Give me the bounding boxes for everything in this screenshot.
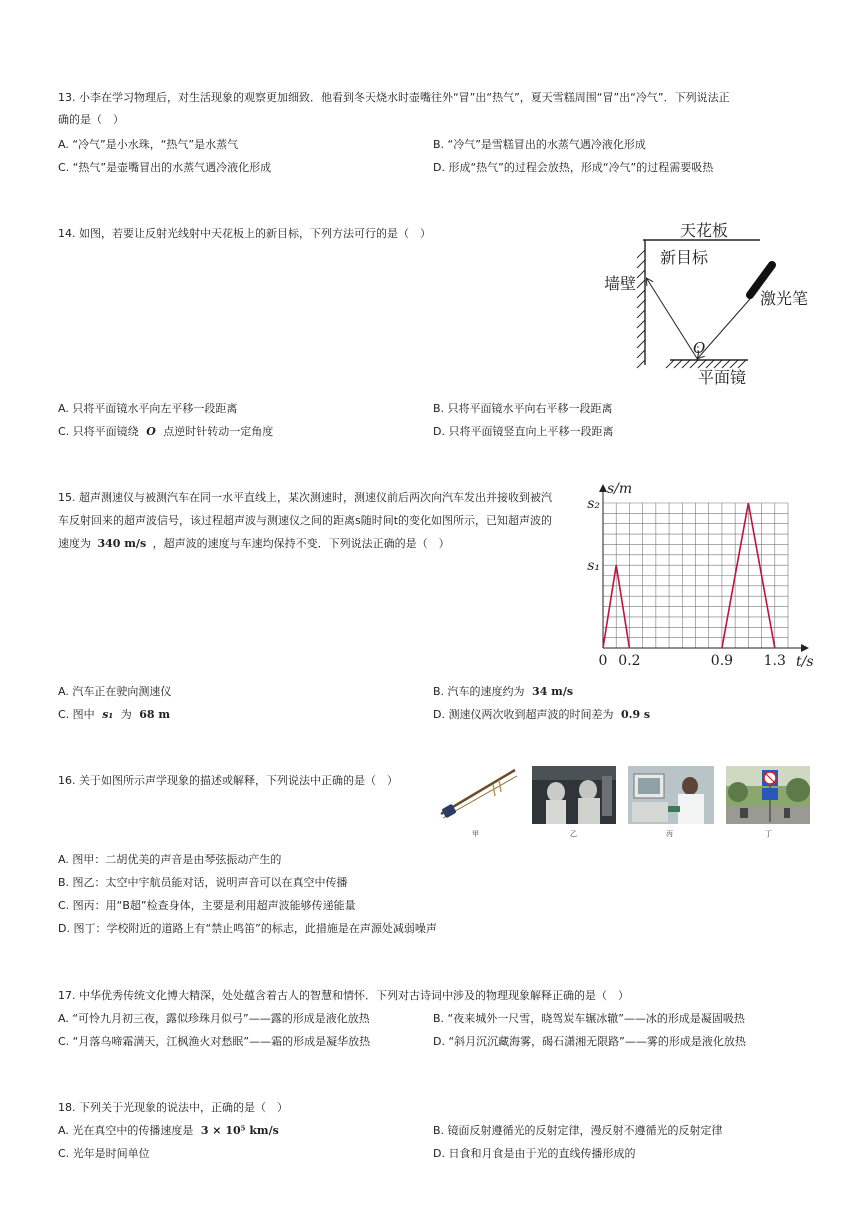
chart-axes <box>603 485 808 648</box>
q15-option-b-val: 34 m/s <box>532 685 574 698</box>
q15-option-d <box>433 706 650 722</box>
label-wall: 墙壁 <box>604 274 637 293</box>
x-tick-label: 1.3 <box>763 653 786 669</box>
q17-option-c: C. “月落乌啼霜满天，江枫渔火对愁眠”——霜的形成是凝华放热 <box>58 1035 371 1048</box>
caption-yi: 乙 <box>570 830 577 838</box>
q14-mirror-diagram <box>600 215 820 390</box>
chart-grid <box>603 503 788 648</box>
q15-option-c <box>58 706 170 722</box>
q17-option-d: D. “斜月沉沉藏海雾，碣石潇湘无限路”——雾的形成是液化放热 <box>433 1035 746 1048</box>
y-tick-label: s₂ <box>587 496 600 512</box>
q15-option-c-val: 68 m <box>139 708 170 721</box>
q15-option-c-pre: C. 图中 <box>58 708 95 721</box>
no-honking-sign-image <box>726 766 810 824</box>
q15-stem-line1: 15. 超声测速仪与被测汽车在同一水平直线上，某次测速时，测速仪前后两次向汽车发出并接收到被汽 <box>58 491 552 504</box>
q17-option-b: B. “夜来城外一尺雪，晓驾炭车辗冰辙”——冰的形成是凝固吸热 <box>433 1012 745 1025</box>
q15-stem-line3-pre: 速度为 <box>58 537 91 550</box>
q14-option-c-o: O <box>146 425 156 438</box>
q16-option-d: D. 图丁：学校附近的道路上有“禁止鸣笛”的标志，此措施是在声源处减弱噪声 <box>58 922 437 935</box>
q15-option-b-pre: B. 汽车的速度约为 <box>433 685 525 698</box>
q18-option-a-pre: A. 光在真空中的传播速度是 <box>58 1124 194 1137</box>
astronaut-image <box>532 766 616 824</box>
q13-option-b: B. “冷气”是雪糕冒出的水蒸气遇冷液化形成 <box>433 138 646 151</box>
q13-option-d: D. 形成“热气”的过程会放热，形成“冷气”的过程需要吸热 <box>433 161 714 174</box>
x-axis-label: t/s <box>796 654 814 670</box>
q14-option-c-pre: C. 只将平面镜绕 <box>58 425 139 438</box>
q14-option-a: A. 只将平面镜水平向左平移一段距离 <box>58 402 238 415</box>
x-tick-label: 0.2 <box>618 653 641 669</box>
label-target: 新目标 <box>660 248 709 267</box>
q15-option-c-sym: s₁ <box>102 708 114 721</box>
q15-option-a: A. 汽车正在驶向测速仪 <box>58 685 172 698</box>
q18-option-b: B. 镜面反射遵循光的反射定律，漫反射不遵循光的反射定律 <box>433 1124 723 1137</box>
label-point-o: O <box>693 339 706 357</box>
q18-option-c: C. 光年是时间单位 <box>58 1147 150 1160</box>
q14-option-b: B. 只将平面镜水平向右平移一段距离 <box>433 402 613 415</box>
q16-option-b: B. 图乙：太空中宇航员能对话，说明声音可以在真空中传播 <box>58 876 348 889</box>
label-mirror: 平面镜 <box>698 368 747 387</box>
q15-option-d-val: 0.9 s <box>620 708 651 721</box>
q14-option-d: D. 只将平面镜竖直向上平移一段距离 <box>433 425 614 438</box>
q18-option-a-val: 3 × 10⁵ km/s <box>200 1124 279 1137</box>
x-tick-label: 0 <box>598 653 608 669</box>
q18-option-a <box>58 1122 279 1138</box>
q15-option-c-mid: 为 <box>120 708 132 721</box>
q14-option-c <box>58 423 273 439</box>
q16-option-c: C. 图丙：用“B超”检查身体，主要是利用超声波能够传递能量 <box>58 899 356 912</box>
q15-stem-line3 <box>58 535 450 551</box>
q18-option-d: D. 日食和月食是由于光的直线传播形成的 <box>433 1147 636 1160</box>
q17-stem: 17. 中华优秀传统文化博大精深，处处蕴含着古人的智慧和情怀．下列对古诗词中涉及的物理现象解释正确的是（ ） <box>58 989 629 1002</box>
label-ceiling: 天花板 <box>680 221 729 240</box>
caption-ding: 丁 <box>765 830 772 838</box>
q16-stem: 16. 关于如图所示声学现象的描述或解释，下列说法中正确的是（ ） <box>58 774 398 787</box>
q13-option-c: C. “热气”是壶嘴冒出的水蒸气遇冷液化形成 <box>58 161 272 174</box>
q13-stem-line2: 确的是（ ） <box>58 113 124 126</box>
q18-stem: 18. 下列关于光现象的说法中，正确的是（ ） <box>58 1101 288 1114</box>
x-tick-label: 0.9 <box>710 653 734 669</box>
q15-stem-line2: 车反射回来的超声波信号，该过程超声波与测速仪之间的距离s随时间t的变化如图所示，已知超声波的 <box>58 514 553 527</box>
q17-option-a: A. “可怜九月初三夜，露似珍珠月似弓”——露的形成是液化放热 <box>58 1012 370 1025</box>
y-tick-label: s₁ <box>587 558 600 575</box>
caption-bing: 丙 <box>666 830 673 838</box>
y-axis-label: s/m <box>607 481 633 497</box>
q15-option-d-pre: D. 测速仪两次收到超声波的时间差为 <box>433 708 614 721</box>
q14-option-c-post: 点逆时针转动一定角度 <box>163 425 274 438</box>
label-laser: 激光笔 <box>760 289 809 308</box>
q13-stem-line1: 13. 小李在学习物理后，对生活现象的观察更加细致．他看到冬天烧水时壶嘴往外“冒”出“热气”，夏天雪糕周围“冒”出“冷气”．下列说法正 <box>58 91 730 104</box>
q15-stem-speed: 340 m/s <box>97 537 147 550</box>
erhu-image <box>435 766 520 824</box>
q16-option-a: A. 图甲：二胡优美的声音是由琴弦振动产生的 <box>58 853 282 866</box>
q15-stem-line3-post: ，超声波的速度与车速均保持不变．下列说法正确的是（ ） <box>152 537 450 550</box>
q15-option-b <box>433 683 573 699</box>
caption-jia: 甲 <box>472 830 479 838</box>
q13-option-a: A. “冷气”是小水珠，“热气”是水蒸气 <box>58 138 239 151</box>
q14-stem: 14. 如图，若要让反射光线射中天花板上的新目标，下列方法可行的是（ ） <box>58 227 431 240</box>
ultrasound-image <box>628 766 714 824</box>
q15-distance-time-chart <box>585 480 815 675</box>
